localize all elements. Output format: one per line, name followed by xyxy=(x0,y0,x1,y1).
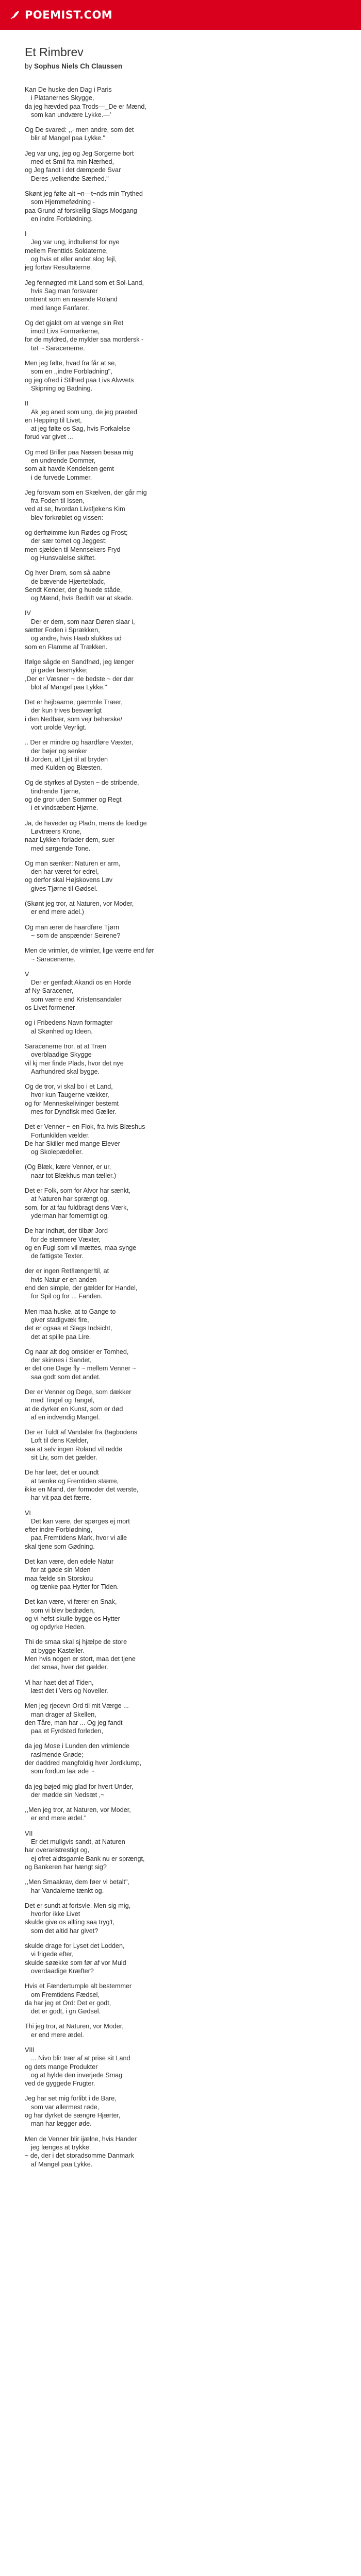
poem-line: Og det gjaldt om at vænge sin Ret xyxy=(25,319,124,327)
poem-line: forud var givet ... xyxy=(25,433,73,441)
poem-line: ved at se, hvordan Livsfjekens Kim xyxy=(25,505,125,513)
poem-line: Fortunkilden vælder. xyxy=(31,1131,90,1139)
poem-line: og de gror uden Sommer og Regt xyxy=(25,796,122,804)
poem-line: (Og Blæk, kære Venner, er ur, xyxy=(25,1163,111,1171)
poem-line: overblaadige Skygge xyxy=(31,1051,92,1059)
poem-line: yderman har fornemtigt og. xyxy=(31,1212,109,1219)
poem-line: gives Tjørne til Gødsel. xyxy=(31,885,98,892)
poem-line: det er ogsaa et Slags Indsicht, xyxy=(25,1325,112,1332)
stanza xyxy=(25,1042,336,1076)
poem-line: der bøjer og senker xyxy=(31,747,88,755)
stanza xyxy=(25,190,336,223)
poem-line: (Skønt jeg tror, at Naturen, vor Moder, xyxy=(25,900,134,908)
poem-line: .. Der er mindre og haardføre Væxter, xyxy=(25,739,133,747)
poem-line: at Naturen har sprængt og, xyxy=(31,1195,109,1203)
stanza xyxy=(25,1982,336,2015)
poem-line: som kan undvære Lykke.—' xyxy=(31,111,111,118)
poem-line: som en Flamme af Trækken. xyxy=(25,643,108,651)
poem-line: hvis Sag man forsvarer xyxy=(31,287,98,295)
poem-line: jeg fortav Resultaterne. xyxy=(25,264,92,272)
stanza xyxy=(25,1557,336,1591)
stanza xyxy=(25,1702,336,1735)
poem-line: Kan De huske den Dag i Paris xyxy=(25,86,112,93)
poem-line: den Tåre, man har ... Og jeg fandt xyxy=(25,1719,123,1726)
poem-line: Og hver Drøm, som så aabne xyxy=(25,569,110,577)
poem-line: Hvis et Fændertumple alt bestemmer xyxy=(25,1982,132,1990)
stanza xyxy=(25,859,336,893)
stanza xyxy=(25,1388,336,1421)
poem-line: Der er Tuldt af Vandaler fra Bagbodens xyxy=(25,1429,138,1436)
top-bar xyxy=(0,0,361,30)
poem-line: Ifølge sågde en Sandfnød, jeg længer xyxy=(25,658,134,666)
poem-line: man har lægger øde. xyxy=(31,2120,92,2128)
poem-line: Jeg forsvam som en Skælven, der går mig xyxy=(25,488,147,496)
poem-line: er end mere ædel." xyxy=(31,1815,87,1822)
poem-line: med et Smil fra min Nærhed, xyxy=(31,158,114,166)
poem-line: den har været for edrel, xyxy=(31,868,99,876)
poem-line: imod Livs Formørkerne, xyxy=(31,328,100,335)
stanza xyxy=(25,2094,336,2128)
poem-line: Det er Folk, som for Alvor har sænkt, xyxy=(25,1187,131,1195)
stanza xyxy=(25,230,336,272)
stanza xyxy=(25,609,336,651)
stanza xyxy=(25,279,336,312)
poem-line: hvis Natur er en anden xyxy=(31,1276,97,1283)
stanza xyxy=(25,1227,336,1260)
poem-line: blir af Mangel paa Lykke." xyxy=(31,134,106,142)
stanza xyxy=(25,1187,336,1220)
poem-line: da jeg hævded paa Trods—_De er Mænd, xyxy=(25,103,146,110)
poem-line: Løvtræers Krone, xyxy=(31,827,81,835)
stanza xyxy=(25,946,336,963)
poem-line: at tænke og Fremtiden stærre, xyxy=(31,1477,119,1485)
poem-line: er end mere adel.) xyxy=(31,908,84,916)
poem-line: at bygge Kasteller. xyxy=(31,1647,85,1654)
poem-line: Jeg fennøgted mit Land som et Sol-Land, xyxy=(25,279,144,286)
poem-line: det at spille paa Lire. xyxy=(31,1333,91,1341)
poem-line: efter indre Forblødning, xyxy=(25,1526,92,1534)
poem-line: vil kj mer finde Plads, hvor det nye xyxy=(25,1059,124,1067)
poem-line: Jeg har set mig forlibt i de Bare, xyxy=(25,2095,117,2103)
poem-line: ,Der er Væsner ~ de bedste ~ der dør xyxy=(25,675,134,683)
poem-line: Men jeg rjecevn Ord til mit Værge ... xyxy=(25,1702,129,1710)
poem-line: mes for Dyndfisk med Gæller. xyxy=(31,1108,117,1115)
stanza xyxy=(25,399,336,441)
poem-line: ~ som de anspænder Seirene? xyxy=(31,931,121,939)
poem-line: Og med Briller paa Næsen besaa mig xyxy=(25,448,134,456)
poem-line: blot af Mangel paa Lykke." xyxy=(31,683,107,691)
poem-line: saa at selv ingen Roland vil redde xyxy=(25,1445,123,1453)
poem-line: Er det muligvis sandt, at Naturen xyxy=(31,1838,125,1846)
poem-line: som værre end Kristensandaler xyxy=(31,995,122,1003)
poem-line: Der er genfødt Akandi os en Horde xyxy=(31,979,132,987)
stanza xyxy=(25,2046,336,2088)
poem-line: som en ,,indre Forbladning", xyxy=(31,368,112,376)
stanza xyxy=(25,1019,336,1036)
stanza xyxy=(25,529,336,562)
poem-line: saa godt som det andet. xyxy=(31,1373,101,1381)
poem-line: af Ny-Saracener, xyxy=(25,987,74,995)
poem-line: der kun trives besværligt xyxy=(31,707,102,715)
poem-line: det er godt, i gn Gødsel. xyxy=(31,2008,101,2015)
stanza xyxy=(25,2135,336,2168)
poem-line: vi frigede efter, xyxy=(31,1951,74,1958)
poem-line: der daddred mangfoldig hver Jordklump, xyxy=(25,1759,142,1767)
poem-line: med lange Fanfarer. xyxy=(31,304,89,312)
poem-line: Aarhundred skal bygge. xyxy=(31,1067,100,1075)
poem-line: tindrende Tjørne, xyxy=(31,787,80,795)
poem-line: og for Menneskelivinger bestemt xyxy=(25,1099,119,1107)
poem-line: for at gøde sin Mden xyxy=(31,1566,91,1574)
stanza xyxy=(25,738,336,772)
poem-line: af Mangel paa Lykke. xyxy=(31,2160,93,2168)
poem-line: Men de vrimler, de vrimler, lige værre end før xyxy=(25,947,154,955)
stanza xyxy=(25,1348,336,1381)
poem-line: i Platanernes Skygge, xyxy=(31,94,94,102)
poem-line: Det kan være, der spørges ej mort xyxy=(31,1517,130,1525)
poem-line: overdaadige Kræfter? xyxy=(31,1967,94,1975)
poem-line: Deres ,velkendte Særhed." xyxy=(31,175,109,182)
poem-line: af en indvendig Mangel. xyxy=(31,1413,100,1421)
poem-line: Sendt Kender, der g huede ståde, xyxy=(25,586,122,594)
stanza xyxy=(25,569,336,602)
poem-line: det smaa, hver det gælder. xyxy=(31,1664,108,1671)
poem-line: en Hepping til Livet, xyxy=(25,416,82,424)
author-link[interactable]: Sophus Niels Ch Claussen xyxy=(34,62,123,70)
poem-line: Men hvis nogen er stort, maa det tjene xyxy=(25,1655,136,1663)
stanza xyxy=(25,970,336,1012)
stanza xyxy=(25,900,336,917)
stanza xyxy=(25,1942,336,1975)
poem-line: ikke en Mand, der formoder det værste, xyxy=(25,1485,139,1493)
poem-line: har vit paa det færre. xyxy=(31,1494,91,1502)
poem-content xyxy=(0,30,361,2576)
poem-line: som fordum laa øde ~ xyxy=(31,1768,94,1775)
poem-line: om Fremtidens Fædsel, xyxy=(31,1991,100,1998)
poem-line: skal tjene som Gødning. xyxy=(25,1543,95,1550)
poem-line: sætter Foden i Sprækken, xyxy=(25,626,100,634)
poem-line: Men de Venner blir ijælne, hvis Hander xyxy=(25,2135,137,2143)
poem-line: mellem Frenttids Soldaterne, xyxy=(25,247,108,255)
poem-line: giver stadigvæk fire, xyxy=(31,1316,89,1324)
stanza xyxy=(25,1679,336,1696)
poem-line: blev forkrøblet og vissen: xyxy=(31,514,103,521)
poem-line: læst det i Vers og Noveller. xyxy=(31,1687,108,1694)
poem-line: Saracenerne tror, at at Træn xyxy=(25,1042,107,1050)
poem-line: Ja, de haveder og Pladn, mens de foedige xyxy=(25,819,147,827)
poem-line: gi gøder besmykke; xyxy=(31,667,88,674)
poem-line: ~ de, der i det storadsomme Danmark xyxy=(25,2152,134,2160)
stanza xyxy=(25,1806,336,1823)
stanza xyxy=(25,698,336,732)
stanza xyxy=(25,1428,336,1462)
poem-line: fra Foden til Issen, xyxy=(31,497,85,505)
poem-line: De har Skiller med mange Elever xyxy=(25,1140,120,1147)
stanza xyxy=(25,359,336,393)
stanza xyxy=(25,1638,336,1671)
section-numeral: VIII xyxy=(25,2046,35,2054)
stanza xyxy=(25,1902,336,1935)
poem-line: Thi jeg tror, at Naturen, vor Moder, xyxy=(25,2023,124,2030)
poem-line: men sjælden til Mennsekers Fryd xyxy=(25,546,121,553)
poem-line: De har indhøt, der tilbør Jord xyxy=(25,1227,108,1235)
poem-line: end den simple, der gælder for Handel, xyxy=(25,1284,138,1292)
stanza xyxy=(25,1267,336,1300)
poem-line: og opdyrke Heden. xyxy=(31,1623,86,1631)
stanza xyxy=(25,86,336,119)
poem-line: raslmende Grøde; xyxy=(31,1751,84,1758)
poem-line: Loft til dens Kælder, xyxy=(31,1437,89,1445)
poem-body xyxy=(25,86,336,2168)
poem-line: og vi hefst skulle bygge os Hytter xyxy=(25,1615,120,1622)
poem-line: ej ofret aldtsgamle Bank nu er sprængt, xyxy=(31,1855,145,1862)
poem-line: maa fælde sin Storskou xyxy=(25,1574,93,1582)
poem-line: som vi blev bedrøden, xyxy=(31,1606,95,1614)
poem-line: Og naar alt dog omsider er Tomhed, xyxy=(25,1348,129,1355)
poem-line: hvorfor ikke Livet xyxy=(31,1910,80,1918)
poem-line: og hvis et eller andet slog fejl, xyxy=(31,256,117,263)
poem-line: tøt ~ Saracenerne. xyxy=(31,344,85,352)
stanza xyxy=(25,1123,336,1156)
stanza xyxy=(25,1742,336,1775)
poem-line: og en Fugl som vil mættes, maa synge xyxy=(25,1244,137,1251)
poem-line: ved de gyggede Frugter. xyxy=(25,2080,95,2088)
poem-line: og har dyrket de sængre Hjærter, xyxy=(25,2112,121,2120)
stanza xyxy=(25,819,336,853)
stanza xyxy=(25,1308,336,1341)
logo-text: POEMIST.COM xyxy=(25,9,113,21)
stanza xyxy=(25,1878,336,1895)
poem-line: en undrende Dommer, xyxy=(31,456,96,464)
poem-line: Og man sænker: Naturen er arm, xyxy=(25,859,121,867)
poem-line: som Hjemmefødning - xyxy=(31,198,95,206)
poem-line: og jeg ofred i Stilhed paa Livs Alwvets xyxy=(25,376,134,384)
poem-line: som alt havde Kendelsen gemt xyxy=(25,465,114,473)
poem-line: da jeg Mose i Lunden den vrimlende xyxy=(25,1742,130,1750)
poem-line: ~ Saracenerne. xyxy=(31,955,76,963)
poem-line: og Bankeren har hængt sig? xyxy=(25,1863,107,1871)
stanza xyxy=(25,488,336,522)
poem-line: som det altid har givet? xyxy=(31,1927,99,1935)
poem-line: Det kan være, den edele Natur xyxy=(25,1558,114,1566)
poem-line: ,,Men Smaakrav, dem føer vi betalt", xyxy=(25,1878,130,1886)
poem-line: at jeg følte os Sag, hvis Forkalelse xyxy=(31,425,130,433)
poem-line: Der er dem, som naar Døren slaar i, xyxy=(31,618,135,625)
poem-line: at de dyrker en Kunst, som er død xyxy=(25,1405,123,1413)
poem-line: da jeg bøjed mig glad for hvert Under, xyxy=(25,1783,134,1790)
poem-line: Thi de smaa skal sj hjælpe de store xyxy=(25,1638,127,1646)
poem-line: naar tot Blækhus man tæller.) xyxy=(31,1172,117,1179)
by-label: by xyxy=(25,62,32,70)
poem-line: de fattigste Texter. xyxy=(31,1252,84,1260)
stanza xyxy=(25,778,336,812)
poem-line: Men maa huske, at to Gange to xyxy=(25,1308,116,1315)
poem-line: Jeg var ung, jeg og Jeg Sorgerne bort xyxy=(25,149,134,157)
poem-line: Men jeg følte, hvad fra får at se, xyxy=(25,360,117,367)
poem-line: Det kan være, vi færer en Snak, xyxy=(25,1598,117,1606)
poem-line: Det er hejbaarne, gæmmle Træer, xyxy=(25,699,123,706)
stanza xyxy=(25,319,336,352)
poem-line: jeg længes at trykke xyxy=(31,2143,89,2151)
stanza xyxy=(25,1468,336,1502)
poem-line: naar Lykken forlader dem, suer xyxy=(25,836,114,844)
poem-line: der mødde sin Nedsæt ,~ xyxy=(31,1791,105,1799)
poem-line: Det er Venner ~ en Flok, fra hvis Blæshus xyxy=(25,1123,145,1131)
poem-line: for de myldred, de mylder saa mordersk - xyxy=(25,336,144,344)
quill-icon xyxy=(9,9,21,21)
poem-line: ,,Men jeg tror, at Naturen, vor Moder, xyxy=(25,1806,131,1814)
poem-line: Der er Venner og Døge, som dækker xyxy=(25,1388,132,1396)
section-numeral: VI xyxy=(25,1509,31,1517)
poem-title: Et Rimbrev xyxy=(25,45,84,59)
poem-line: sit Liv, som det gælder. xyxy=(31,1454,97,1462)
stanza xyxy=(25,1783,336,1800)
section-numeral: IV xyxy=(25,609,31,617)
poem-line: og andre, hvis Haab slukkes ud xyxy=(31,635,122,642)
poem-line: med Tingel og Tangel, xyxy=(31,1397,94,1404)
poem-line: i et vindsæbent Hjørne. xyxy=(31,804,99,812)
stanza xyxy=(25,658,336,691)
poem-line: har Vandalerne tænkt og. xyxy=(31,1887,104,1894)
poem-line: og tænke paa Hytter for Tiden. xyxy=(31,1583,119,1590)
poem-line: til Jorden, af Ljet til at bryden xyxy=(25,755,108,763)
poem-line: Og man ærer de haardføre Tjørn xyxy=(25,923,120,931)
stanza xyxy=(25,1829,336,1871)
poem-line: skulde give os allting saa tryg't, xyxy=(25,1919,114,1926)
poem-line: en indre Forblødning. xyxy=(31,215,93,223)
poem-line: som var allermest røde, xyxy=(31,2103,100,2111)
poem-line: der er ingen Ret!længer!til, at xyxy=(25,1267,109,1275)
poem-line: ... Nivo blir trær af at prise sit Land xyxy=(31,2055,130,2062)
poem-line: hvor kun Taugerne vækker, xyxy=(31,1091,109,1099)
stanza xyxy=(25,1163,336,1180)
poem-line: man drager af Skellen, xyxy=(31,1710,96,1718)
poem-line: og derfrøimme kun Rødes og Frost; xyxy=(25,529,128,537)
section-numeral: II xyxy=(25,400,28,408)
stanza xyxy=(25,126,336,143)
poem-line: med Kulden og Blæsten. xyxy=(31,764,102,772)
poem-line: paa Fremtidens Mark, hvor vi alle xyxy=(31,1534,127,1542)
poem-line: og dets mange Produkter xyxy=(25,2063,98,2071)
poem-line: og i Fribedens Navn formagter xyxy=(25,1019,113,1027)
poem-line: De har løet, det er uoundt xyxy=(25,1469,99,1477)
poem-line: Vi har haet det af Tiden, xyxy=(25,1679,94,1686)
poem-line: og derfor skal Højskovens Løv xyxy=(25,876,113,884)
poem-line: omtrent som en rasende Roland xyxy=(25,296,118,303)
poem-line: for Spil og for ... Fanden. xyxy=(31,1293,103,1300)
poem-line: som, for at fau fuldbragt dens Værk, xyxy=(25,1204,128,1211)
poem-line: Ak jeg aned som ung, de jeg praeted xyxy=(31,408,137,416)
poem-line: Skønt jeg følte alt ¬n—t¬nds min Trythed xyxy=(25,190,143,197)
poem-line: og Hunsvalelse skiftet. xyxy=(31,554,96,562)
poem-line: der sær tomet og Jeggest; xyxy=(31,537,107,545)
stanza xyxy=(25,923,336,940)
stanza xyxy=(25,1082,336,1116)
poem-line: og Jeg fandt i det dæmpede Svar xyxy=(25,166,121,174)
stanza xyxy=(25,1598,336,1631)
stanza xyxy=(25,1509,336,1551)
poem-line: og Skolepædeller. xyxy=(31,1148,83,1156)
poem-line: og at hylde den inverjede Smag xyxy=(31,2071,123,2079)
stanza xyxy=(25,448,336,482)
poem-line: i den Nedbær, som vejr beherske/ xyxy=(25,715,122,723)
poem-line: paa et Fyrdsted forleden, xyxy=(31,1727,104,1735)
poem-line: og Mænd, hvis Bedrift var at skade. xyxy=(31,595,134,602)
poem-line: er det one Dage fly ~ mellem Venner ~ xyxy=(25,1365,136,1372)
byline xyxy=(25,62,336,70)
poem-line: paa Grund af forskellig Slags Modgang xyxy=(25,207,137,214)
stanza xyxy=(25,2022,336,2039)
site-logo[interactable] xyxy=(9,9,112,21)
poem-line: de bævende Hjærtebladc, xyxy=(31,578,106,585)
poem-line: Skipning og Badning. xyxy=(31,384,93,392)
poem-line: der skinnes i Sandet, xyxy=(31,1357,92,1364)
poem-line: Og de tror, vi skal bo i et Land, xyxy=(25,1083,113,1091)
stanza xyxy=(25,149,336,183)
poem-line: skulde drage for Lyset det Lodden, xyxy=(25,1942,125,1950)
section-numeral: V xyxy=(25,970,29,978)
section-numeral: VII xyxy=(25,1829,33,1837)
poem-line: i de furvede Lommer. xyxy=(31,473,92,481)
poem-line: med sørgende Tone. xyxy=(31,844,91,852)
poem-line: skulde søække som før af vor Muld xyxy=(25,1959,126,1967)
poem-line: har overaristrestigt og, xyxy=(25,1846,90,1854)
section-numeral: I xyxy=(25,230,27,238)
poem-line: Og de styrkes af Dysten ~ de stribende, xyxy=(25,779,139,787)
poem-line: vort urolde Veyrligt. xyxy=(31,724,87,731)
poem-line: Det er sundt at fortsvle. Men sig mig, xyxy=(25,1902,131,1909)
poem-line: Jeg var ung, indtullenst for nye xyxy=(31,239,120,246)
poem-line: Og De svared: ,,- men andre, som det xyxy=(25,126,134,134)
poem-line: for de stemnere Væxter, xyxy=(31,1235,101,1243)
poem-line: er end mere ædel. xyxy=(31,2031,84,2039)
poem-line: al Skønhed og Ideen. xyxy=(31,1027,93,1035)
poem-line: os Livet formener xyxy=(25,1004,75,1012)
poem-line: da har jeg et Ord: Det er godt, xyxy=(25,1999,111,2007)
